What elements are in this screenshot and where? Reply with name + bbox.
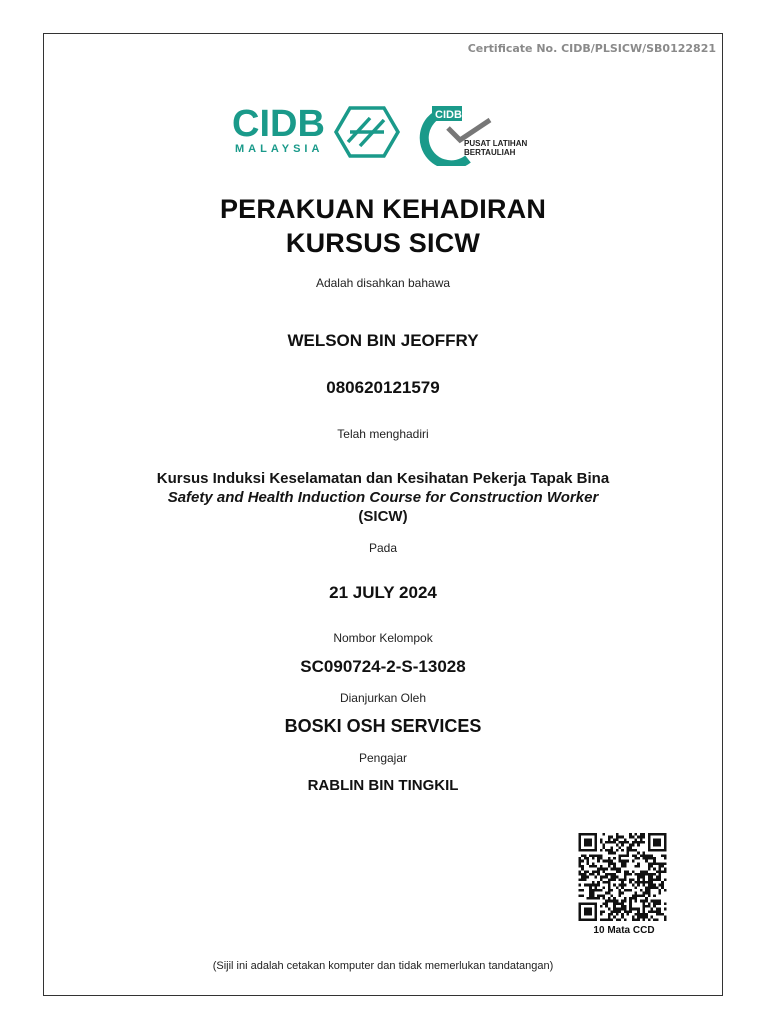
certificate-title-line1: PERAKUAN KEHADIRAN: [219, 194, 547, 224]
badge-line1: PUSAT LATIHAN: [464, 139, 528, 148]
ic-number: 080620121579: [326, 378, 440, 397]
course-name-malay: Kursus Induksi Keselamatan dan Kesihatan Pekerja Tapak Bina: [156, 470, 610, 487]
certificate-title-line2: KURSUS SICW: [285, 228, 481, 258]
recipient-name: WELSON BIN JEOFFRY: [287, 331, 479, 350]
pusat-latihan-badge: [424, 106, 527, 165]
checkmark-icon: [448, 120, 490, 140]
certificate-number: Certificate No. CIDB/PLSICW/SB0122821: [467, 42, 716, 55]
ccd-points: 10 Mata CCD: [593, 925, 655, 936]
badge-line2: BERTAULIAH: [464, 148, 516, 157]
cidb-hexagon-icon: [336, 108, 398, 156]
cidb-wordmark: CIDB: [232, 103, 325, 145]
malaysia-wordmark: MALAYSIA: [235, 143, 324, 155]
badge-cidb-text: CIDB: [435, 109, 462, 121]
organizer-label: Dianjurkan Oleh: [339, 691, 427, 705]
certify-label: Adalah disahkan bahawa: [315, 276, 451, 290]
cidb-logos: [232, 96, 552, 166]
course-name-english: Safety and Health Induction Course for Construction Worker: [167, 489, 599, 506]
qr-code-icon: [577, 833, 668, 921]
trainer-label: Pengajar: [358, 751, 408, 765]
group-number: SC090724-2-S-13028: [300, 657, 466, 676]
footer-note: (Sijil ini adalah cetakan komputer dan tidak memerlukan tandatangan): [212, 960, 554, 972]
organizer-name: BOSKI OSH SERVICES: [284, 716, 482, 736]
course-code: (SICW): [358, 508, 408, 525]
group-label: Nombor Kelompok: [333, 631, 433, 645]
cidb-malaysia-logo: [232, 103, 398, 156]
trainer-name: RABLIN BIN TINGKIL: [307, 777, 459, 794]
on-label: Pada: [368, 541, 398, 555]
attended-label: Telah menghadiri: [337, 427, 429, 441]
course-date: 21 JULY 2024: [329, 583, 437, 602]
